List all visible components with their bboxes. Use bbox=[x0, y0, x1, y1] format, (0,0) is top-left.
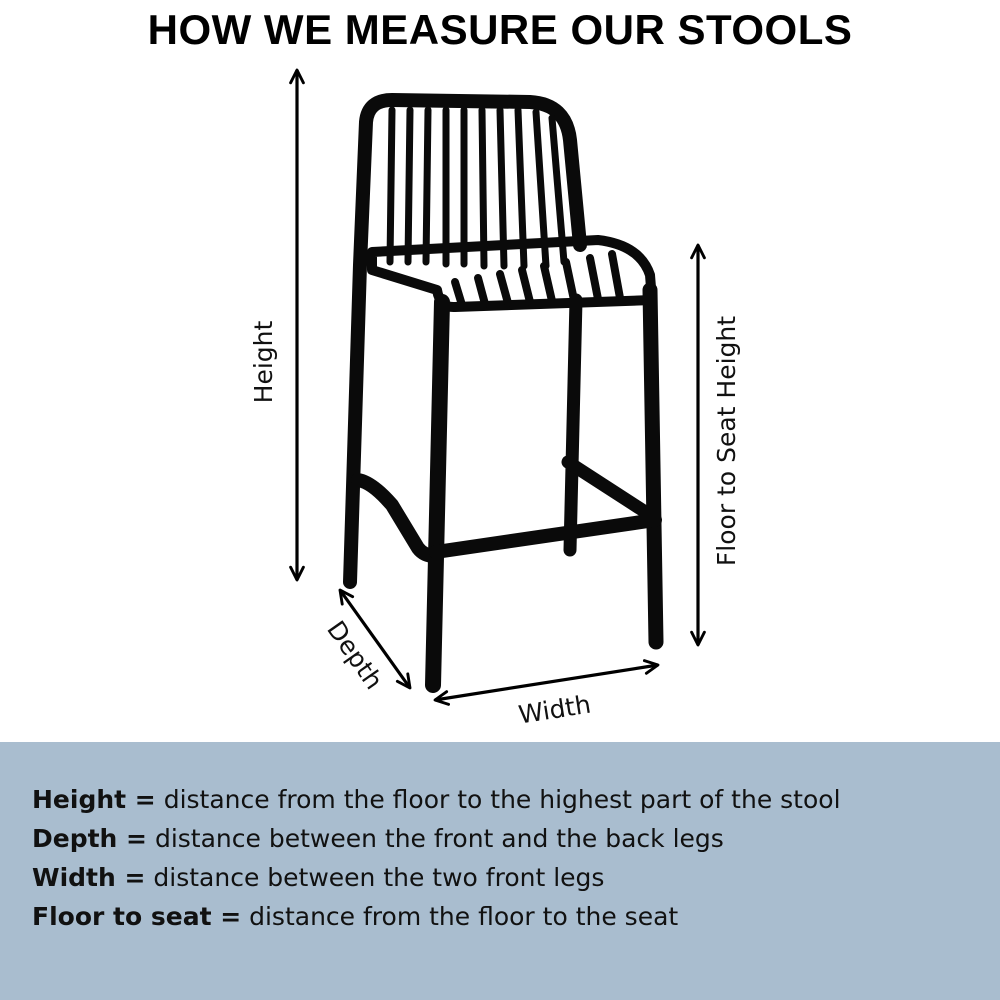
definition-text: distance between the front and the back legs bbox=[147, 824, 724, 853]
front-left-leg bbox=[433, 302, 442, 685]
seat-slats bbox=[455, 254, 620, 305]
width-label: Width bbox=[516, 689, 593, 730]
rear-right-leg bbox=[570, 300, 576, 550]
floor-to-seat-label: Floor to Seat Height bbox=[712, 315, 741, 567]
side-footrest-right bbox=[568, 462, 650, 515]
definition-height bbox=[32, 780, 841, 819]
width-arrow bbox=[435, 665, 658, 700]
page-title: HOW WE MEASURE OUR STOOLS bbox=[147, 6, 853, 53]
seat-frame bbox=[372, 240, 652, 307]
definition-width bbox=[32, 858, 841, 897]
definition-text: distance from the floor to the highest part of the stool bbox=[155, 785, 841, 814]
definition-term: Floor to seat = bbox=[32, 902, 242, 931]
depth-label: Depth bbox=[321, 615, 389, 695]
definition-depth bbox=[32, 819, 841, 858]
stool-illustration bbox=[350, 100, 656, 685]
front-footrest bbox=[436, 520, 655, 552]
definition-text: distance between the two front legs bbox=[145, 863, 605, 892]
height-label: Height bbox=[249, 320, 278, 404]
definition-term: Width = bbox=[32, 863, 146, 892]
definition-term: Depth = bbox=[32, 824, 148, 853]
definition-floor-to-seat bbox=[32, 897, 841, 936]
definitions-panel bbox=[0, 742, 1000, 1000]
definition-text: distance from the floor to the seat bbox=[241, 902, 679, 931]
side-footrest-left bbox=[358, 480, 435, 556]
front-right-leg bbox=[650, 290, 656, 642]
definitions-list bbox=[32, 780, 841, 936]
definition-term: Height = bbox=[32, 785, 156, 814]
